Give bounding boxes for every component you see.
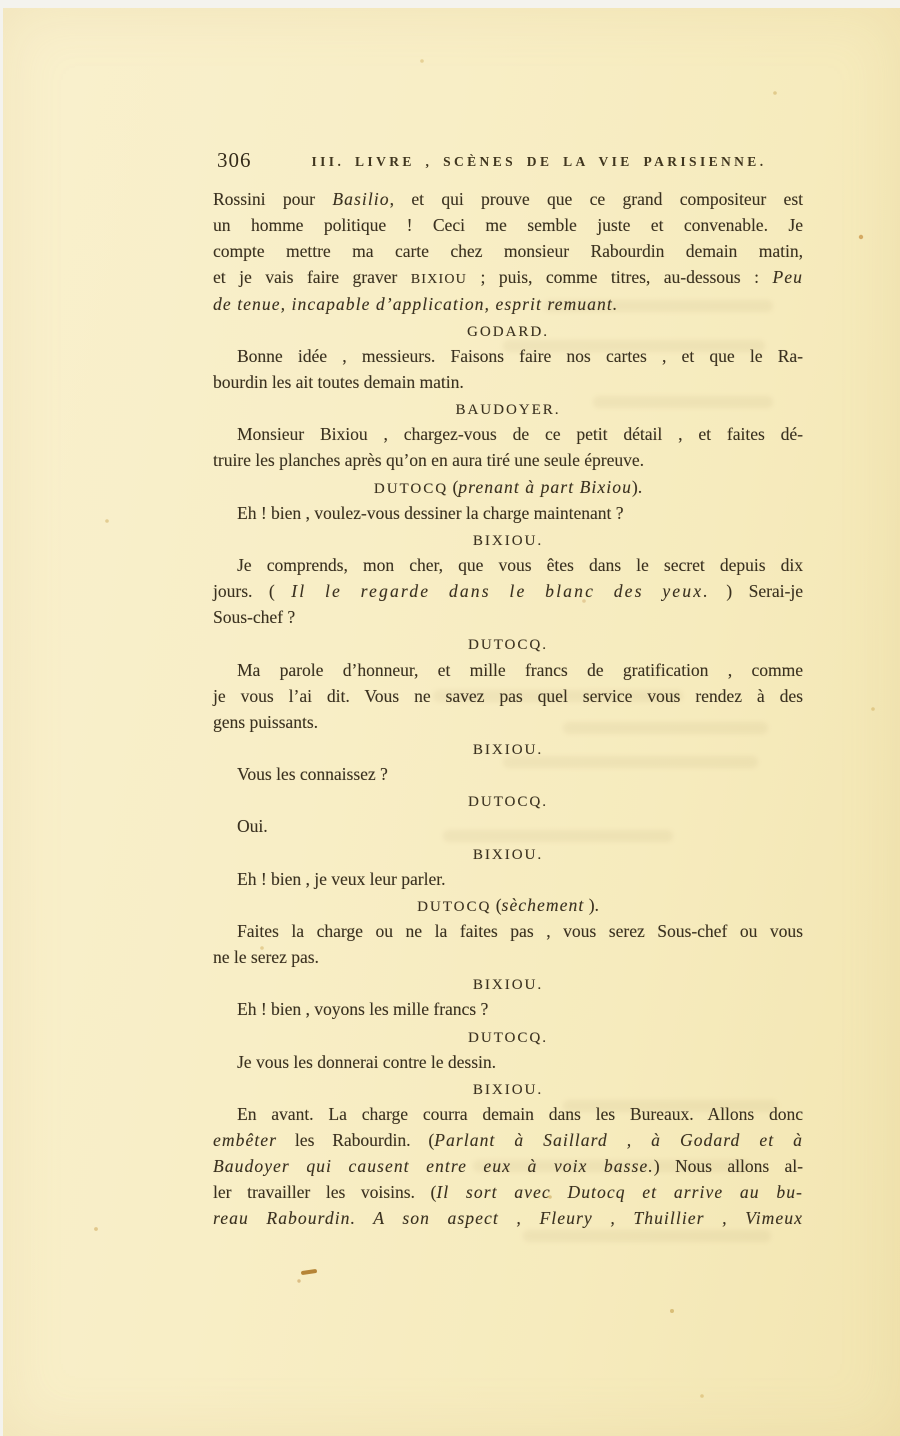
italic-text: embêter [213,1130,278,1151]
text-line [213,500,803,526]
italic-text: de tenue, incapable d’application, esprit remuant. [213,293,619,314]
smallcaps-text: DUTOCQ. [468,1029,548,1046]
body-text: Eh ! bien , voyons les mille francs ? [237,999,489,1020]
smallcaps-text: DUTOCQ [417,898,492,915]
speaker-heading [213,735,803,761]
text-line [213,369,803,395]
text-line [213,813,803,839]
smallcaps-text: BIXIOU. [472,532,544,549]
speaker-heading [213,526,803,552]
body-text: Rossini pour [213,189,333,209]
speaker-heading [213,970,803,996]
speaker-heading [213,1023,803,1049]
text-line [213,604,803,630]
italic-text: prenant à part Bixiou [458,476,632,497]
body-text: Vous les connaissez ? [237,764,388,785]
page-showthrough [523,1230,771,1242]
body-text: bourdin les ait toutes demain matin. [213,371,464,392]
body-text: compte mettre ma carte chez monsieur Rabourdin demain matin, [213,241,803,262]
body-text: En avant. La charge courra demain dans les Bureaux. Allons donc [237,1103,803,1124]
text-line [213,552,803,578]
text-line [213,1101,803,1127]
body-text: Je comprends, mon cher, que vous êtes dans le secret depuis dix [237,554,803,575]
body-text: ler travailler les voisins. ( [213,1182,437,1203]
body-text: jours. ( [213,581,292,602]
book-page [3,8,900,1436]
speaker-heading [213,474,803,500]
paper-specks [3,8,5,10]
speaker-heading [213,317,803,343]
italic-text: Il sort avec Dutocq et arrive au bu- [436,1182,803,1203]
speaker-heading [213,630,803,656]
smallcaps-text: BAUDOYER. [455,402,561,419]
body-text: et je vais faire graver [213,267,411,288]
text-line [213,709,803,735]
smallcaps-text: BIXIOU. [472,741,544,758]
body-text: Sous-chef ? [213,607,296,628]
text-line [213,996,803,1022]
text-line [213,421,803,447]
smallcaps-text: BIXIOU. [472,1081,544,1098]
body-text: ; puis, comme titres, au-dessous : [466,267,773,288]
body-text: ) Nous allons al- [653,1156,803,1177]
text-line [213,866,803,892]
body-text: Eh ! bien , je veux leur parler. [237,868,446,889]
body-text: ( [491,894,502,915]
body-text: gens puissants. [213,711,318,732]
italic-text: Peu [772,267,803,288]
body-text: je vous l’ai dit. Vous ne savez pas quel service vous rendez à des [213,685,803,706]
body-text: ). [584,894,599,915]
italic-text: Parlant à Saillard , à Godard et à [434,1130,803,1151]
body-text: Ma parole d’honneur, et mille francs de gratification , comme [237,659,803,680]
text-line [213,1127,803,1153]
italic-text: Baudoyer qui causent entre eux à voix basse. [213,1156,654,1177]
body-text: ) Serai-je [709,581,804,602]
paper-blemish-dash [301,1269,317,1275]
italic-text: reau Rabourdin. A son aspect , Fleury , Thuillier , Vimeux [213,1208,803,1229]
speaker-heading [213,892,803,918]
body-text: truire les planches après qu’on en aura tiré une seule épreuve. [213,450,644,471]
smallcaps-text: BIXIOU [410,272,467,288]
smallcaps-text: DUTOCQ [373,480,449,497]
text-line [213,264,803,290]
body-text: Eh ! bien , voulez-vous dessiner la charge maintenant ? [237,502,624,523]
italic-text: Basilio [332,189,390,209]
text-column [213,186,803,1232]
speaker-heading [213,395,803,421]
text-line [213,212,803,238]
text-line [213,683,803,709]
body-text: ne le serez pas. [213,947,319,968]
page-header [213,146,805,174]
text-line [213,1049,803,1075]
body-text: , et qui prouve que ce grand compositeur est [389,189,803,209]
body-text: Je vous les donnerai contre le dessin. [237,1051,497,1072]
body-text: Bonne idée , messieurs. Faisons faire nos cartes , et que le Ra- [237,345,803,366]
smallcaps-text: DUTOCQ. [468,637,548,654]
speaker-heading [213,840,803,866]
text-line [213,447,803,473]
body-text: ( [448,476,459,497]
text-line [213,657,803,683]
text-line [213,291,803,317]
text-line [213,343,803,369]
smallcaps-text: GODARD. [467,323,549,340]
speaker-heading [213,787,803,813]
italic-text: Il le regarde dans le blanc des yeux. [291,581,710,602]
text-line [213,761,803,787]
page-number: 306 [217,148,252,172]
body-text: les Rabourdin. ( [277,1130,435,1151]
italic-text: sèchement [501,894,585,915]
running-header: III. LIVRE , SCÈNES DE LA VIE PARISIENNE. [311,154,767,169]
body-text: un homme politique ! Ceci me semble juste et convenable. Je [213,215,803,236]
smallcaps-text: BIXIOU. [472,846,544,863]
text-line [213,1205,803,1231]
speaker-heading [213,1075,803,1101]
smallcaps-text: BIXIOU. [472,977,544,994]
text-line [213,238,803,264]
text-line [213,1153,803,1179]
smallcaps-text: DUTOCQ. [468,794,548,811]
body-text: ). [631,476,643,497]
body-text: Monsieur Bixiou , chargez-vous de ce petit détail , et faites dé- [237,424,803,445]
body-text: Oui. [237,816,268,837]
body-text: Faites la charge ou ne la faites pas , vous serez Sous-chef ou vous [237,920,803,941]
text-line [213,1179,803,1205]
text-line [213,944,803,970]
text-line [213,918,803,944]
text-line [213,578,803,604]
text-line [213,186,803,212]
